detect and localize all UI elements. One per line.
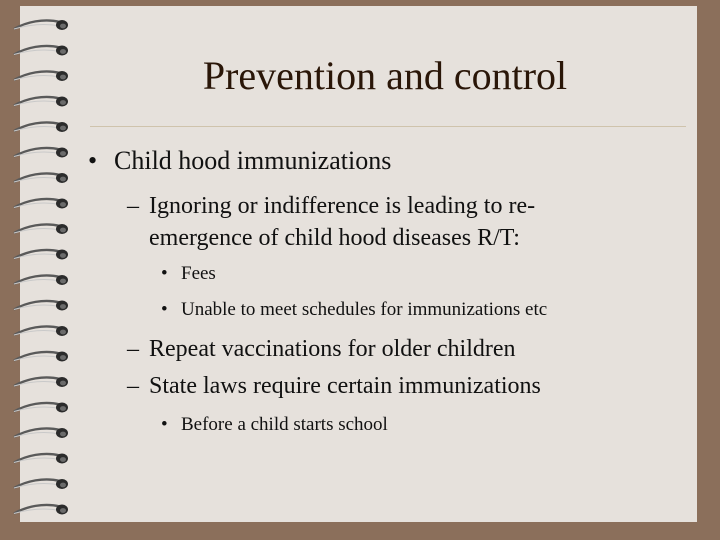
binding-ring	[14, 326, 68, 336]
sub-sub-bullet-text: Unable to meet schedules for immunizations etc	[181, 299, 548, 320]
sub-bullet-text-line1: Ignoring or indifference is leading to re-	[149, 193, 536, 219]
bullet-text: Child hood immunizations	[114, 146, 392, 175]
spiral-binding	[0, 0, 90, 540]
binding-ring	[14, 97, 68, 107]
sub-bullet-text: State laws require certain immunizations	[149, 373, 541, 399]
title-divider	[90, 126, 686, 127]
bullet-marker: •	[161, 299, 168, 320]
bullet-child-hood-immunizations	[88, 146, 391, 176]
slide-title: Prevention and control	[202, 53, 568, 98]
dash-marker: –	[127, 373, 139, 399]
binding-ring	[14, 479, 68, 489]
binding-ring	[14, 454, 68, 464]
binding-ring	[14, 71, 68, 81]
dash-marker: –	[127, 193, 139, 219]
binding-ring	[14, 199, 68, 209]
binding-ring	[14, 46, 68, 56]
sub-bullet-repeat	[127, 336, 516, 363]
sub-sub-bullet-text: Before a child starts school	[181, 414, 388, 435]
binding-ring	[14, 403, 68, 413]
sub-sub-bullet-unable	[161, 299, 547, 321]
binding-ring	[14, 224, 68, 234]
binding-ring	[14, 148, 68, 158]
sub-sub-bullet-fees	[161, 263, 216, 285]
binding-ring	[14, 505, 68, 515]
sub-sub-bullet-text: Fees	[181, 263, 216, 284]
binding-ring	[14, 428, 68, 438]
binding-ring	[14, 20, 68, 30]
dash-marker: –	[127, 336, 139, 362]
sub-bullet-ignoring-cont	[149, 225, 520, 252]
bullet-marker: •	[161, 414, 168, 435]
binding-ring	[14, 250, 68, 260]
binding-ring	[14, 352, 68, 362]
sub-bullet-text: Repeat vaccinations for older children	[149, 336, 516, 362]
bullet-marker: •	[161, 263, 168, 284]
binding-ring	[14, 122, 68, 132]
sub-bullet-ignoring	[127, 193, 535, 220]
bullet-marker: •	[88, 146, 98, 175]
binding-ring	[14, 275, 68, 285]
sub-sub-bullet-before-school	[161, 414, 388, 436]
binding-ring	[14, 377, 68, 387]
binding-ring	[14, 301, 68, 311]
sub-bullet-text-line2: emergence of child hood diseases R/T:	[149, 225, 520, 251]
sub-bullet-state-laws	[127, 373, 541, 400]
binding-ring	[14, 173, 68, 183]
